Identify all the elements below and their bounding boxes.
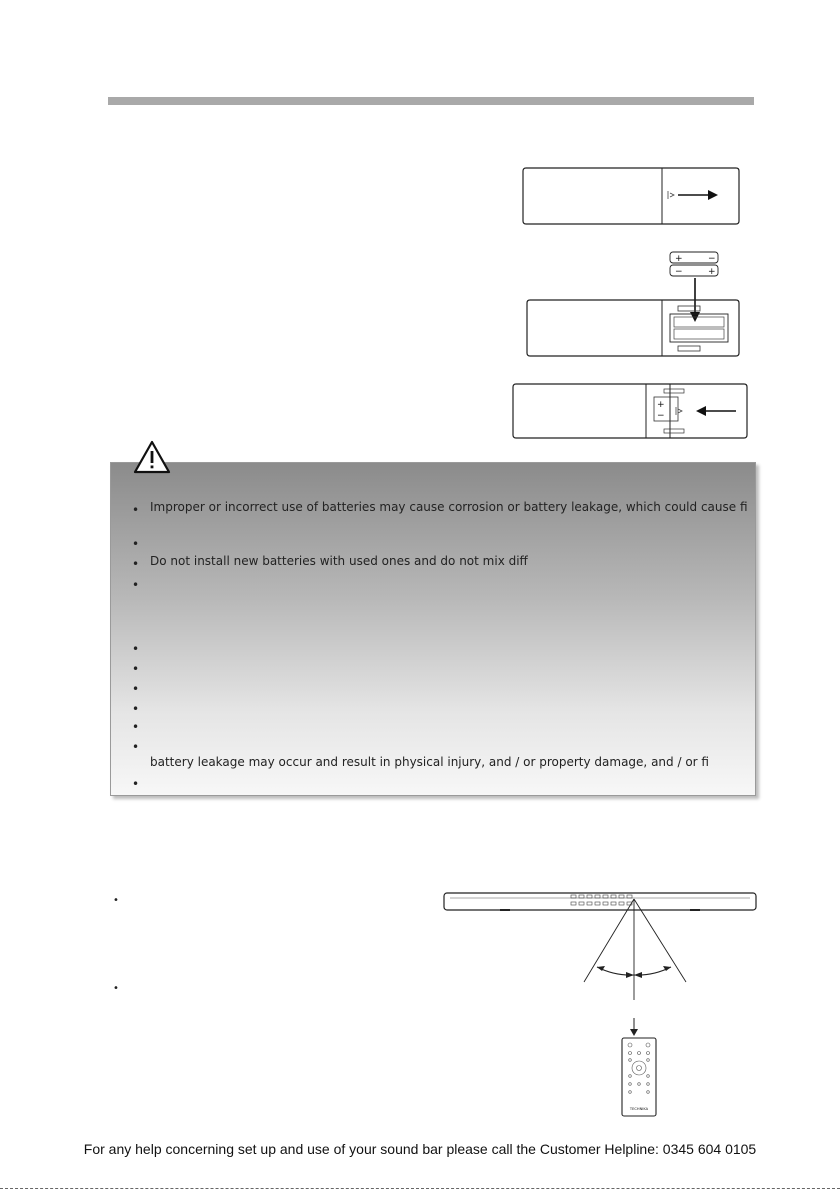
remote-brand-label: TECHNIKA — [629, 1107, 649, 1111]
warning-bullet: • — [132, 777, 140, 791]
svg-text:+: + — [675, 254, 683, 264]
warning-bullet: • — [132, 720, 140, 734]
warning-triangle-icon — [132, 439, 172, 475]
close-cover-illustration — [510, 381, 750, 441]
warning-bullet: • — [132, 642, 140, 656]
svg-text:−: − — [708, 254, 716, 264]
customer-helpline-footer: For any help concerning set up and use of your sound bar please call the Customer Helpline: 0345 604 0105 — [83, 1141, 757, 1157]
warning-bullet: • — [132, 740, 140, 754]
warning-line-3: battery leakage may occur and result in physical injury, and / or property damage, and / or fi — [150, 755, 709, 769]
warning-line-2: Do not install new batteries with used ones and do not mix diff — [150, 554, 528, 568]
warning-bullet: • — [132, 537, 140, 551]
warning-bullet: • — [132, 503, 140, 517]
page-cut-line — [0, 1188, 840, 1189]
section-header-bar — [108, 97, 754, 105]
remote-back-open-cover-illustration — [520, 165, 742, 227]
remote-range-bullet: • — [113, 983, 119, 994]
warning-bullet: • — [132, 702, 140, 716]
warning-bullet: • — [132, 662, 140, 676]
warning-line-1: Improper or incorrect use of batteries may cause corrosion or battery leakage, which could cause fi — [150, 500, 748, 514]
warning-bullet: • — [132, 557, 140, 571]
warning-bullet: • — [132, 578, 140, 592]
remote-range-bullet: • — [113, 895, 119, 906]
remote-operating-range-diagram — [440, 890, 760, 1120]
svg-text:−: − — [657, 411, 665, 421]
svg-text:−: − — [675, 267, 683, 277]
insert-batteries-illustration — [520, 250, 742, 360]
svg-text:+: + — [708, 267, 716, 277]
warning-bullet: • — [132, 682, 140, 696]
svg-text:+: + — [657, 400, 665, 410]
